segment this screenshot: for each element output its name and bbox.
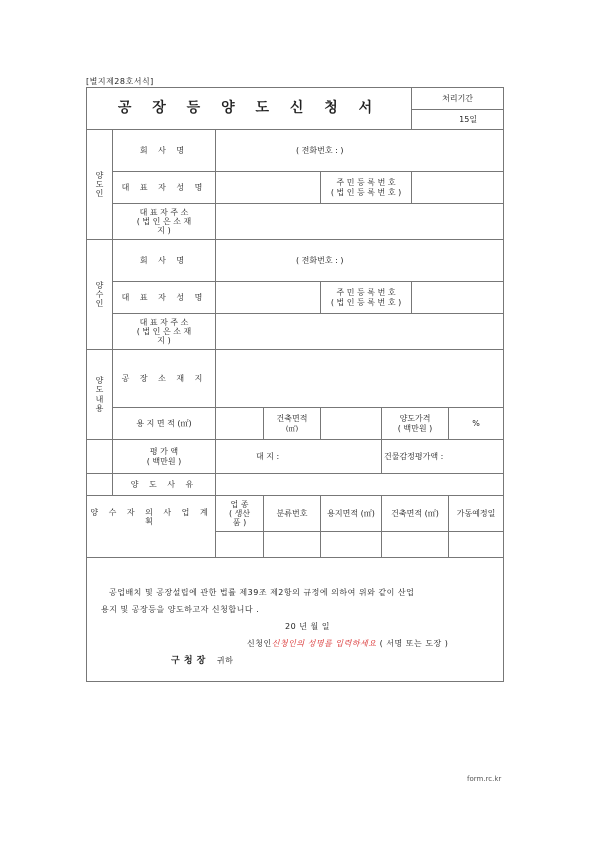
business-plan-label: 양 수 자 의 사 업 계 획: [87, 496, 216, 558]
plan-col-operation-date: 가동예정일: [449, 496, 504, 532]
land-appraisal-label: 대 지 :: [256, 451, 280, 461]
assignee-company-label: 회 사 명: [113, 240, 216, 282]
assignor-reg-number-field[interactable]: [412, 172, 504, 204]
assignee-reg-number-field[interactable]: [412, 282, 504, 314]
appraisal-spacer: [87, 440, 113, 474]
form-number-label: [별지제28호서식]: [86, 77, 154, 86]
assignor-company-label: 회 사 명: [113, 130, 216, 172]
assignor-rep-name-field[interactable]: [216, 172, 321, 204]
form-title: 공 장 등 양 도 신 청 서: [117, 100, 381, 117]
assignor-reg-number-label: 주 민 등 록 번 호 ( 법 인 등 록 번 호 ): [321, 172, 412, 204]
declaration-line-2: 용지 및 공장등을 양도하고자 신청합니다 .: [101, 605, 260, 614]
land-appraisal-field[interactable]: [216, 440, 382, 474]
assignee-section-label: 양 수 인: [87, 240, 113, 350]
building-area-label: 건축면적 (㎡): [264, 408, 321, 440]
transfer-price-field[interactable]: [449, 408, 504, 440]
transfer-section-label: 양 도 내 용: [87, 350, 113, 440]
assignee-rep-address-label: 대 표 자 주 소 ( 법 인 은 소 재 지 ): [113, 314, 216, 350]
factory-address-field[interactable]: [216, 350, 504, 408]
plan-building-area-field[interactable]: [382, 532, 449, 558]
assignor-company-field[interactable]: [216, 130, 504, 172]
assignor-rep-name-label: 대 표 자 성 명: [113, 172, 216, 204]
land-area-field[interactable]: [216, 408, 264, 440]
assignee-reg-number-label: 주 민 등 록 번 호 ( 법 인 등 록 번 호 ): [321, 282, 412, 314]
declaration-section: [87, 558, 504, 682]
seal-label: ( 서명 또는 도장 ): [379, 639, 449, 648]
building-area-field[interactable]: [321, 408, 382, 440]
assignee-rep-name-field[interactable]: [216, 282, 321, 314]
applicant-label: 신청인: [247, 639, 272, 648]
plan-land-area-field[interactable]: [321, 532, 382, 558]
plan-industry-field[interactable]: [216, 532, 264, 558]
assignor-phone: ( 전화번호 : ): [296, 145, 344, 155]
assignor-rep-address-field[interactable]: [216, 204, 504, 240]
assignee-company-field[interactable]: [216, 240, 504, 282]
factory-address-label: 공 장 소 재 지: [113, 350, 216, 408]
plan-col-class-number: 분류번호: [264, 496, 321, 532]
appraisal-label: 평 가 액 ( 백만원 ): [113, 440, 216, 474]
applicant-line: [101, 635, 493, 652]
recipient-name: 구 청 장: [171, 656, 206, 666]
recipient-line: [101, 652, 493, 670]
transfer-reason-field[interactable]: [216, 474, 504, 496]
assignor-rep-address-label: 대 표 자 주 소 ( 법 인 은 소 재 지 ): [113, 204, 216, 240]
transfer-price-label: 양도가격 ( 백만원 ): [382, 408, 449, 440]
applicant-name-input[interactable]: 신청인의 성명를 입력하세요: [271, 639, 377, 648]
assignor-section-label: 양 도 인: [87, 130, 113, 240]
processing-period-value: 15일: [412, 110, 504, 130]
processing-period-label: 처리기간: [412, 88, 504, 110]
transfer-reason-label: 양 도 사 유: [113, 474, 216, 496]
reason-spacer: [87, 474, 113, 496]
percent-unit: %: [472, 418, 480, 428]
application-form-table: [86, 87, 504, 682]
building-appraisal-field[interactable]: [382, 440, 504, 474]
plan-col-land-area: 용지면적 (㎡): [321, 496, 382, 532]
recipient-honorific: 귀하: [216, 656, 234, 665]
application-date[interactable]: 20 년 월 일: [285, 622, 330, 631]
assignee-rep-name-label: 대 표 자 성 명: [113, 282, 216, 314]
form-title-cell: [87, 88, 412, 130]
plan-col-building-area: 건축면적 (㎡): [382, 496, 449, 532]
assignee-rep-address-field[interactable]: [216, 314, 504, 350]
plan-class-number-field[interactable]: [264, 532, 321, 558]
assignee-phone: ( 전화번호 : ): [296, 255, 344, 265]
plan-col-industry: 업 종 ( 생산 품 ): [216, 496, 264, 532]
building-appraisal-label: 건물감정평가액 :: [384, 451, 444, 461]
declaration-line-1: 공업배치 및 공장설립에 관한 법률 제39조 제2항의 규정에 의하여 위와 같이 산업: [109, 588, 415, 597]
plan-operation-date-field[interactable]: [449, 532, 504, 558]
footer-source: form.rc.kr: [467, 775, 502, 783]
land-area-label: 용 지 면 적 (㎡): [113, 408, 216, 440]
